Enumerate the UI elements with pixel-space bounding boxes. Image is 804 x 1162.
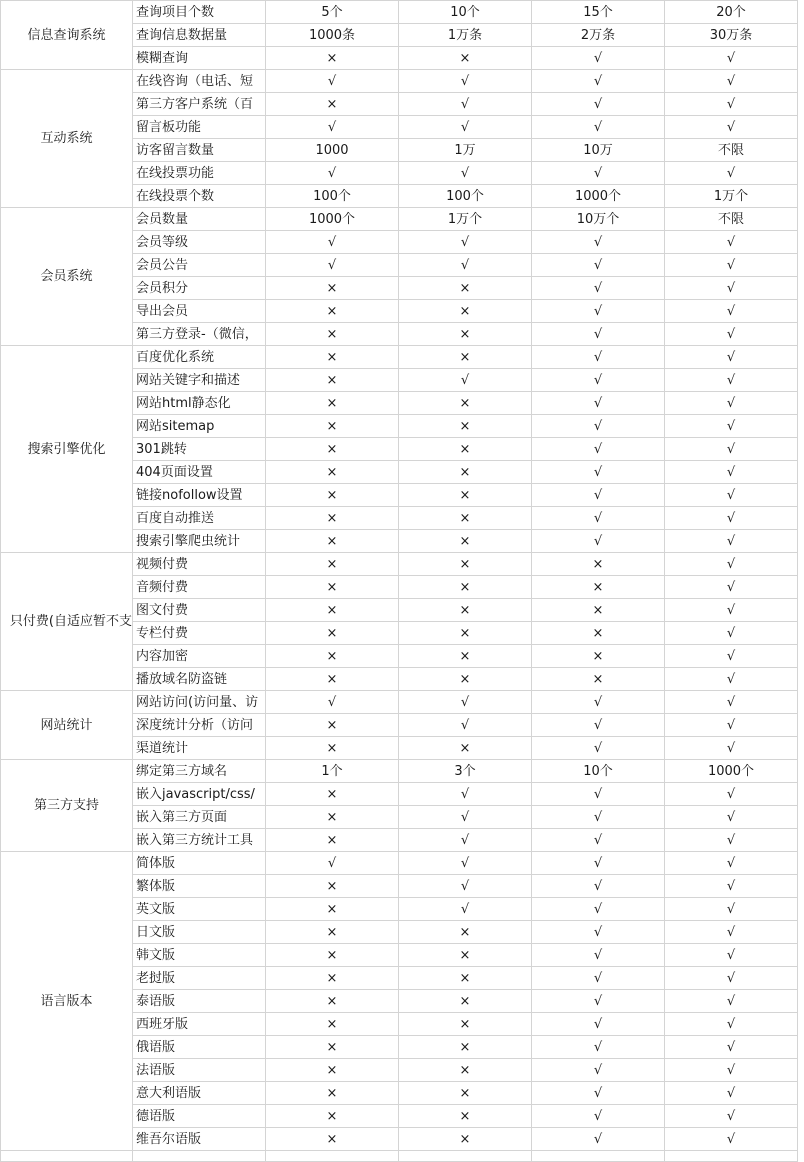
value-cell-tier-3[interactable]: 2万条 [532, 24, 665, 47]
feature-cell[interactable]: 繁体版 [133, 875, 266, 898]
value-cell-tier-3[interactable]: √ [532, 70, 665, 93]
value-cell-tier-1[interactable]: × [266, 783, 399, 806]
value-cell-tier-2[interactable]: √ [399, 714, 532, 737]
value-cell-tier-2[interactable]: × [399, 507, 532, 530]
value-cell-tier-3[interactable]: √ [532, 1036, 665, 1059]
value-cell-tier-3[interactable]: √ [532, 369, 665, 392]
value-cell-tier-2[interactable]: √ [399, 231, 532, 254]
value-cell-tier-4[interactable]: √ [665, 967, 798, 990]
feature-cell[interactable]: 第三方客户系统（百 [133, 93, 266, 116]
value-cell-tier-4[interactable]: √ [665, 277, 798, 300]
value-cell-tier-2[interactable]: √ [399, 691, 532, 714]
feature-cell[interactable]: 查询信息数据量 [133, 24, 266, 47]
value-cell-tier-4[interactable]: 1000个 [665, 760, 798, 783]
value-cell-tier-2[interactable]: × [399, 921, 532, 944]
value-cell-tier-1[interactable]: × [266, 944, 399, 967]
feature-cell[interactable]: 德语版 [133, 1105, 266, 1128]
feature-cell[interactable]: 访客留言数量 [133, 139, 266, 162]
feature-cell[interactable]: 在线投票个数 [133, 185, 266, 208]
table-row [1, 208, 798, 231]
value-cell-tier-2[interactable]: 1万 [399, 139, 532, 162]
value-cell-tier-2[interactable]: × [399, 323, 532, 346]
value-cell-tier-1[interactable]: × [266, 93, 399, 116]
value-cell-tier-2[interactable]: × [399, 645, 532, 668]
value-cell-tier-1[interactable]: × [266, 484, 399, 507]
value-cell-tier-4[interactable]: √ [665, 898, 798, 921]
feature-cell[interactable]: 会员数量 [133, 208, 266, 231]
value-cell-tier-1[interactable]: × [266, 438, 399, 461]
feature-cell[interactable]: 第三方登录-（微信， [133, 323, 266, 346]
value-cell-tier-4[interactable]: 1万个 [665, 185, 798, 208]
value-cell-tier-4[interactable]: √ [665, 47, 798, 70]
value-cell-tier-2[interactable]: √ [399, 852, 532, 875]
value-cell-tier-3[interactable]: √ [532, 1105, 665, 1128]
value-cell-tier-2[interactable]: × [399, 1013, 532, 1036]
value-cell-tier-1[interactable]: × [266, 599, 399, 622]
cutoff-cell [399, 1151, 532, 1162]
value-cell-tier-3[interactable]: √ [532, 162, 665, 185]
feature-cell[interactable]: 网站html静态化 [133, 392, 266, 415]
value-cell-tier-2[interactable]: 1万条 [399, 24, 532, 47]
value-cell-tier-3[interactable]: √ [532, 1059, 665, 1082]
value-cell-tier-4[interactable]: √ [665, 438, 798, 461]
value-cell-tier-2[interactable]: 100个 [399, 185, 532, 208]
feature-cell[interactable]: 维吾尔语版 [133, 1128, 266, 1151]
value-cell-tier-3[interactable]: √ [532, 231, 665, 254]
value-cell-tier-4[interactable]: √ [665, 921, 798, 944]
value-cell-tier-3[interactable]: × [532, 599, 665, 622]
value-cell-tier-4[interactable]: √ [665, 1105, 798, 1128]
value-cell-tier-3[interactable]: 15个 [532, 1, 665, 24]
value-cell-tier-2[interactable]: × [399, 622, 532, 645]
value-cell-tier-4[interactable]: √ [665, 553, 798, 576]
value-cell-tier-2[interactable]: √ [399, 162, 532, 185]
value-cell-tier-3[interactable]: × [532, 553, 665, 576]
value-cell-tier-4[interactable]: √ [665, 1013, 798, 1036]
value-cell-tier-2[interactable]: 3个 [399, 760, 532, 783]
feature-cell[interactable]: 俄语版 [133, 1036, 266, 1059]
value-cell-tier-1[interactable]: × [266, 967, 399, 990]
value-cell-tier-2[interactable]: × [399, 967, 532, 990]
feature-cell[interactable]: 查询项目个数 [133, 1, 266, 24]
value-cell-tier-1[interactable]: × [266, 277, 399, 300]
value-cell-tier-2[interactable]: × [399, 1059, 532, 1082]
value-cell-tier-4[interactable]: √ [665, 829, 798, 852]
value-cell-tier-3[interactable]: √ [532, 944, 665, 967]
value-cell-tier-1[interactable]: × [266, 1128, 399, 1151]
table-row [1, 691, 798, 714]
value-cell-tier-3[interactable]: √ [532, 484, 665, 507]
feature-cell[interactable]: 链接nofollow设置 [133, 484, 266, 507]
feature-cell[interactable]: 搜索引擎爬虫统计 [133, 530, 266, 553]
feature-cell[interactable]: 老挝版 [133, 967, 266, 990]
value-cell-tier-2[interactable]: × [399, 599, 532, 622]
value-cell-tier-4[interactable]: √ [665, 645, 798, 668]
value-cell-tier-4[interactable]: √ [665, 162, 798, 185]
cutoff-cell [1, 1151, 133, 1162]
value-cell-tier-4[interactable]: √ [665, 691, 798, 714]
value-cell-tier-3[interactable]: × [532, 668, 665, 691]
value-cell-tier-2[interactable]: √ [399, 369, 532, 392]
value-cell-tier-4[interactable]: √ [665, 737, 798, 760]
value-cell-tier-4[interactable]: √ [665, 530, 798, 553]
value-cell-tier-3[interactable]: √ [532, 898, 665, 921]
table-row [1, 346, 798, 369]
value-cell-tier-1[interactable]: × [266, 392, 399, 415]
category-cell[interactable]: 搜索引擎优化 [1, 346, 133, 553]
feature-cell[interactable]: 内容加密 [133, 645, 266, 668]
value-cell-tier-1[interactable]: × [266, 300, 399, 323]
feature-cell[interactable]: 在线咨询（电话、短 [133, 70, 266, 93]
value-cell-tier-1[interactable]: 1个 [266, 760, 399, 783]
feature-cell[interactable]: 嵌入第三方页面 [133, 806, 266, 829]
value-cell-tier-1[interactable]: × [266, 530, 399, 553]
value-cell-tier-1[interactable]: × [266, 507, 399, 530]
feature-cell[interactable]: 意大利语版 [133, 1082, 266, 1105]
value-cell-tier-4[interactable]: √ [665, 1059, 798, 1082]
value-cell-tier-2[interactable]: √ [399, 93, 532, 116]
feature-cell[interactable]: 韩文版 [133, 944, 266, 967]
value-cell-tier-2[interactable]: × [399, 415, 532, 438]
value-cell-tier-3[interactable]: √ [532, 714, 665, 737]
value-cell-tier-1[interactable]: √ [266, 231, 399, 254]
value-cell-tier-3[interactable]: √ [532, 346, 665, 369]
feature-cell[interactable]: 会员公告 [133, 254, 266, 277]
value-cell-tier-4[interactable]: √ [665, 852, 798, 875]
value-cell-tier-2[interactable]: × [399, 530, 532, 553]
feature-cell[interactable]: 播放域名防盗链 [133, 668, 266, 691]
value-cell-tier-4[interactable]: √ [665, 369, 798, 392]
value-cell-tier-3[interactable]: √ [532, 852, 665, 875]
value-cell-tier-4[interactable]: √ [665, 990, 798, 1013]
table-row [1, 760, 798, 783]
category-cell[interactable]: 第三方支持 [1, 760, 133, 852]
value-cell-tier-4[interactable]: √ [665, 392, 798, 415]
value-cell-tier-4[interactable]: √ [665, 70, 798, 93]
value-cell-tier-1[interactable]: 1000 [266, 139, 399, 162]
value-cell-tier-3[interactable]: √ [532, 254, 665, 277]
value-cell-tier-1[interactable]: × [266, 1082, 399, 1105]
value-cell-tier-1[interactable]: × [266, 875, 399, 898]
table-row [1, 70, 798, 93]
value-cell-tier-1[interactable]: √ [266, 116, 399, 139]
feature-cell[interactable]: 日文版 [133, 921, 266, 944]
feature-cell[interactable]: 英文版 [133, 898, 266, 921]
value-cell-tier-4[interactable]: √ [665, 1128, 798, 1151]
feature-cell[interactable]: 模糊查询 [133, 47, 266, 70]
value-cell-tier-2[interactable]: × [399, 300, 532, 323]
feature-cell[interactable]: 百度自动推送 [133, 507, 266, 530]
value-cell-tier-1[interactable]: × [266, 668, 399, 691]
value-cell-tier-2[interactable]: × [399, 737, 532, 760]
value-cell-tier-1[interactable]: × [266, 737, 399, 760]
value-cell-tier-1[interactable]: × [266, 1013, 399, 1036]
value-cell-tier-1[interactable]: 5个 [266, 1, 399, 24]
value-cell-tier-4[interactable]: 30万条 [665, 24, 798, 47]
category-cell[interactable]: 语言版本 [1, 852, 133, 1151]
value-cell-tier-2[interactable]: √ [399, 254, 532, 277]
value-cell-tier-3[interactable]: √ [532, 392, 665, 415]
value-cell-tier-3[interactable]: √ [532, 277, 665, 300]
value-cell-tier-3[interactable]: × [532, 645, 665, 668]
value-cell-tier-4[interactable]: √ [665, 576, 798, 599]
value-cell-tier-2[interactable]: × [399, 484, 532, 507]
table-row-cutoff [1, 1151, 798, 1162]
value-cell-tier-3[interactable]: √ [532, 990, 665, 1013]
feature-cell[interactable]: 专栏付费 [133, 622, 266, 645]
value-cell-tier-4[interactable]: √ [665, 231, 798, 254]
value-cell-tier-2[interactable]: √ [399, 875, 532, 898]
value-cell-tier-1[interactable]: √ [266, 852, 399, 875]
cutoff-cell [133, 1151, 266, 1162]
value-cell-tier-1[interactable]: 100个 [266, 185, 399, 208]
feature-cell[interactable]: 会员积分 [133, 277, 266, 300]
feature-cell[interactable]: 深度统计分析（访问 [133, 714, 266, 737]
value-cell-tier-1[interactable]: × [266, 806, 399, 829]
value-cell-tier-3[interactable]: √ [532, 116, 665, 139]
value-cell-tier-3[interactable]: √ [532, 323, 665, 346]
feature-cell[interactable]: 视频付费 [133, 553, 266, 576]
feature-cell[interactable]: 导出会员 [133, 300, 266, 323]
value-cell-tier-2[interactable]: × [399, 461, 532, 484]
value-cell-tier-2[interactable]: √ [399, 70, 532, 93]
value-cell-tier-2[interactable]: × [399, 277, 532, 300]
value-cell-tier-1[interactable]: × [266, 553, 399, 576]
value-cell-tier-1[interactable]: × [266, 369, 399, 392]
value-cell-tier-4[interactable]: √ [665, 714, 798, 737]
value-cell-tier-4[interactable]: √ [665, 599, 798, 622]
feature-cell[interactable]: 渠道统计 [133, 737, 266, 760]
value-cell-tier-2[interactable]: × [399, 668, 532, 691]
value-cell-tier-3[interactable]: √ [532, 300, 665, 323]
value-cell-tier-4[interactable]: √ [665, 1036, 798, 1059]
value-cell-tier-1[interactable]: × [266, 323, 399, 346]
feature-cell[interactable]: 西班牙版 [133, 1013, 266, 1036]
value-cell-tier-3[interactable]: × [532, 622, 665, 645]
feature-cell[interactable]: 网站sitemap [133, 415, 266, 438]
value-cell-tier-1[interactable]: √ [266, 70, 399, 93]
feature-cell[interactable]: 在线投票功能 [133, 162, 266, 185]
value-cell-tier-2[interactable]: × [399, 47, 532, 70]
value-cell-tier-3[interactable]: √ [532, 438, 665, 461]
value-cell-tier-3[interactable]: √ [532, 507, 665, 530]
value-cell-tier-2[interactable]: 1万个 [399, 208, 532, 231]
value-cell-tier-3[interactable]: √ [532, 691, 665, 714]
value-cell-tier-1[interactable]: × [266, 1036, 399, 1059]
value-cell-tier-2[interactable]: 10个 [399, 1, 532, 24]
feature-cell[interactable]: 网站访问(访问量、访 [133, 691, 266, 714]
value-cell-tier-2[interactable]: √ [399, 116, 532, 139]
category-cell[interactable]: 网站统计 [1, 691, 133, 760]
table-row [1, 553, 798, 576]
value-cell-tier-3[interactable]: √ [532, 47, 665, 70]
cutoff-cell [266, 1151, 399, 1162]
feature-cell[interactable]: 绑定第三方域名 [133, 760, 266, 783]
cutoff-cell [532, 1151, 665, 1162]
value-cell-tier-1[interactable]: √ [266, 691, 399, 714]
value-cell-tier-4[interactable]: 不限 [665, 139, 798, 162]
value-cell-tier-4[interactable]: √ [665, 93, 798, 116]
feature-cell[interactable]: 音频付费 [133, 576, 266, 599]
value-cell-tier-3[interactable]: √ [532, 875, 665, 898]
feature-cell[interactable]: 嵌入javascript/css/ [133, 783, 266, 806]
value-cell-tier-2[interactable]: × [399, 1105, 532, 1128]
value-cell-tier-2[interactable]: × [399, 438, 532, 461]
value-cell-tier-1[interactable]: × [266, 714, 399, 737]
value-cell-tier-1[interactable]: √ [266, 254, 399, 277]
value-cell-tier-1[interactable]: × [266, 829, 399, 852]
value-cell-tier-2[interactable]: × [399, 1082, 532, 1105]
value-cell-tier-3[interactable]: 1000个 [532, 185, 665, 208]
value-cell-tier-4[interactable]: √ [665, 944, 798, 967]
feature-cell[interactable]: 网站关键字和描述 [133, 369, 266, 392]
value-cell-tier-3[interactable]: √ [532, 93, 665, 116]
feature-cell[interactable]: 会员等级 [133, 231, 266, 254]
feature-cell[interactable]: 法语版 [133, 1059, 266, 1082]
value-cell-tier-1[interactable]: × [266, 622, 399, 645]
value-cell-tier-2[interactable]: × [399, 576, 532, 599]
value-cell-tier-4[interactable]: √ [665, 875, 798, 898]
value-cell-tier-1[interactable]: × [266, 1059, 399, 1082]
table-body [1, 1, 798, 1162]
value-cell-tier-4[interactable]: √ [665, 783, 798, 806]
feature-cell[interactable]: 404页面设置 [133, 461, 266, 484]
value-cell-tier-3[interactable]: √ [532, 806, 665, 829]
feature-cell[interactable]: 301跳转 [133, 438, 266, 461]
category-cell[interactable]: 信息查询系统 [1, 1, 133, 70]
table-row [1, 1, 798, 24]
value-cell-tier-3[interactable]: √ [532, 829, 665, 852]
value-cell-tier-3[interactable]: √ [532, 1013, 665, 1036]
feature-cell[interactable]: 简体版 [133, 852, 266, 875]
value-cell-tier-1[interactable]: × [266, 990, 399, 1013]
category-cell[interactable]: 只付费(自适应暂不支 [1, 553, 133, 691]
value-cell-tier-2[interactable]: × [399, 553, 532, 576]
value-cell-tier-2[interactable]: √ [399, 806, 532, 829]
value-cell-tier-2[interactable]: × [399, 392, 532, 415]
table-row [1, 852, 798, 875]
category-cell[interactable]: 会员系统 [1, 208, 133, 346]
value-cell-tier-3[interactable]: √ [532, 967, 665, 990]
value-cell-tier-1[interactable]: × [266, 47, 399, 70]
value-cell-tier-4[interactable]: √ [665, 461, 798, 484]
value-cell-tier-3[interactable]: √ [532, 783, 665, 806]
category-cell[interactable]: 互动系统 [1, 70, 133, 208]
feature-cell[interactable]: 嵌入第三方统计工具 [133, 829, 266, 852]
value-cell-tier-1[interactable]: × [266, 921, 399, 944]
value-cell-tier-4[interactable]: √ [665, 622, 798, 645]
value-cell-tier-3[interactable]: √ [532, 461, 665, 484]
value-cell-tier-1[interactable]: × [266, 1105, 399, 1128]
value-cell-tier-1[interactable]: × [266, 898, 399, 921]
value-cell-tier-1[interactable]: × [266, 415, 399, 438]
value-cell-tier-4[interactable]: √ [665, 415, 798, 438]
value-cell-tier-2[interactable]: √ [399, 898, 532, 921]
value-cell-tier-1[interactable]: √ [266, 162, 399, 185]
value-cell-tier-4[interactable]: √ [665, 484, 798, 507]
value-cell-tier-2[interactable]: × [399, 1036, 532, 1059]
value-cell-tier-2[interactable]: √ [399, 783, 532, 806]
value-cell-tier-3[interactable]: √ [532, 737, 665, 760]
value-cell-tier-2[interactable]: × [399, 990, 532, 1013]
value-cell-tier-1[interactable]: 1000个 [266, 208, 399, 231]
value-cell-tier-2[interactable]: × [399, 346, 532, 369]
feature-cell[interactable]: 泰语版 [133, 990, 266, 1013]
feature-cell[interactable]: 图文付费 [133, 599, 266, 622]
value-cell-tier-4[interactable]: √ [665, 254, 798, 277]
value-cell-tier-4[interactable]: √ [665, 507, 798, 530]
value-cell-tier-3[interactable]: √ [532, 921, 665, 944]
value-cell-tier-1[interactable]: × [266, 346, 399, 369]
value-cell-tier-4[interactable]: 20个 [665, 1, 798, 24]
value-cell-tier-2[interactable]: × [399, 1128, 532, 1151]
value-cell-tier-4[interactable]: √ [665, 806, 798, 829]
value-cell-tier-3[interactable]: √ [532, 1128, 665, 1151]
value-cell-tier-1[interactable]: × [266, 645, 399, 668]
value-cell-tier-4[interactable]: √ [665, 300, 798, 323]
value-cell-tier-3[interactable]: × [532, 576, 665, 599]
value-cell-tier-3[interactable]: √ [532, 1082, 665, 1105]
value-cell-tier-4[interactable]: 不限 [665, 208, 798, 231]
cutoff-cell [665, 1151, 798, 1162]
value-cell-tier-3[interactable]: 10个 [532, 760, 665, 783]
feature-cell[interactable]: 留言板功能 [133, 116, 266, 139]
value-cell-tier-3[interactable]: √ [532, 530, 665, 553]
value-cell-tier-4[interactable]: √ [665, 346, 798, 369]
value-cell-tier-4[interactable]: √ [665, 323, 798, 346]
value-cell-tier-3[interactable]: √ [532, 415, 665, 438]
value-cell-tier-2[interactable]: √ [399, 829, 532, 852]
value-cell-tier-4[interactable]: √ [665, 116, 798, 139]
value-cell-tier-1[interactable]: × [266, 576, 399, 599]
value-cell-tier-2[interactable]: × [399, 944, 532, 967]
value-cell-tier-4[interactable]: √ [665, 668, 798, 691]
value-cell-tier-1[interactable]: 1000条 [266, 24, 399, 47]
value-cell-tier-3[interactable]: 10万 [532, 139, 665, 162]
value-cell-tier-1[interactable]: × [266, 461, 399, 484]
feature-cell[interactable]: 百度优化系统 [133, 346, 266, 369]
value-cell-tier-3[interactable]: 10万个 [532, 208, 665, 231]
value-cell-tier-4[interactable]: √ [665, 1082, 798, 1105]
